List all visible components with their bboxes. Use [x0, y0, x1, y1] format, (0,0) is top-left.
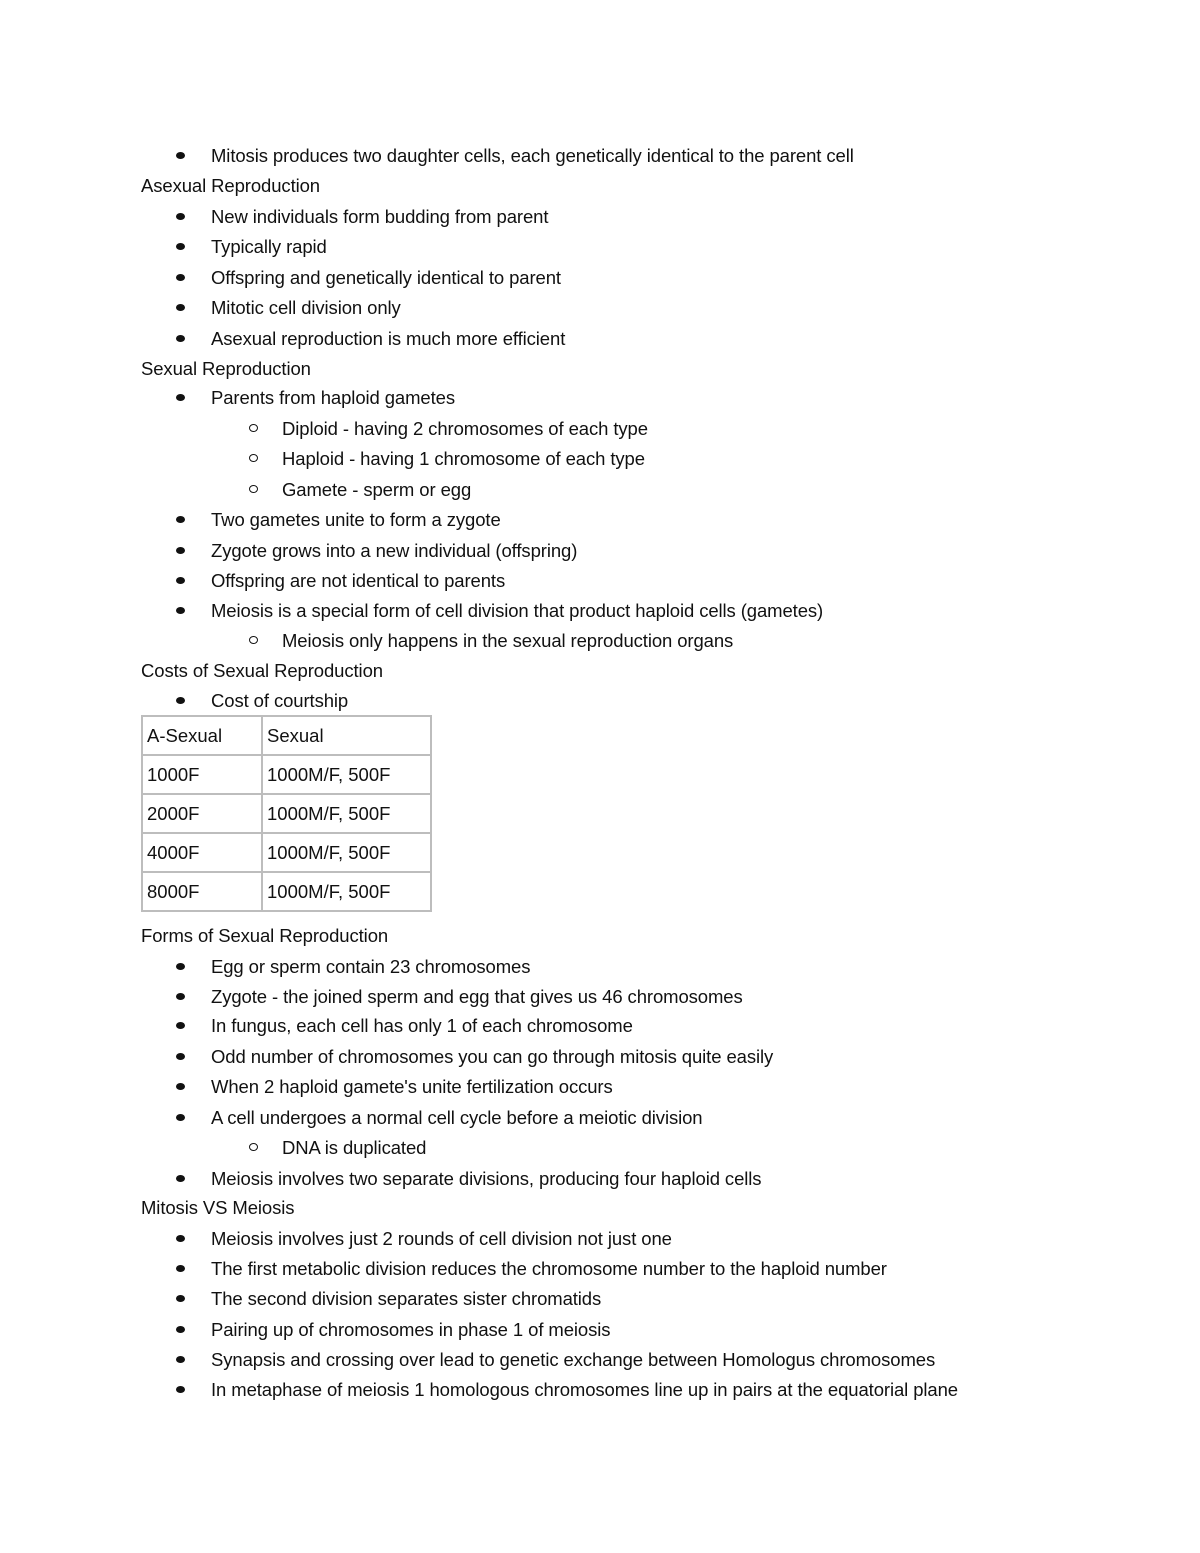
sub-bullet-item: Meiosis only happens in the sexual reproduction organs [282, 630, 734, 651]
table-cell: 4000F [142, 833, 262, 872]
table-cell: 1000M/F, 500F [262, 833, 431, 872]
bullet-item: Parents from haploid gametes [211, 387, 455, 408]
bullet-item: Typically rapid [211, 236, 327, 257]
section-heading: Costs of Sexual Reproduction [141, 660, 383, 681]
bullet-item: Meiosis is a special form of cell division that product haploid cells (gametes) [211, 600, 824, 621]
bullet-item: Mitotic cell division only [211, 297, 401, 318]
section-heading: Forms of Sexual Reproduction [141, 925, 389, 946]
table-cell: 1000F [142, 755, 262, 794]
bullet-item: Cost of courtship [211, 690, 349, 711]
bullet-item: In fungus, each cell has only 1 of each chromosome [211, 1015, 633, 1036]
table-row [142, 755, 431, 794]
cost-table [141, 715, 432, 912]
bullet-item: A cell undergoes a normal cell cycle before a meiotic division [211, 1107, 703, 1128]
sub-bullet-item: Diploid - having 2 chromosomes of each type [282, 418, 648, 439]
table-row [142, 872, 431, 911]
bullet-item: Meiosis involves two separate divisions, producing four haploid cells [211, 1168, 762, 1189]
table-cell: 1000M/F, 500F [262, 794, 431, 833]
bullet-item: Asexual reproduction is much more efficient [211, 328, 566, 349]
sub-bullet-item: DNA is duplicated [282, 1137, 427, 1158]
bullet-item: The first metabolic division reduces the chromosome number to the haploid number [211, 1258, 887, 1279]
section-heading: Mitosis VS Meiosis [141, 1197, 295, 1218]
section-heading: Sexual Reproduction [141, 358, 311, 379]
table-header-row [142, 716, 431, 755]
table-row [142, 833, 431, 872]
bullet-item: When 2 haploid gamete's unite fertilization occurs [211, 1076, 613, 1097]
sub-bullet-item: Haploid - having 1 chromosome of each type [282, 448, 645, 469]
table-cell: 2000F [142, 794, 262, 833]
bullet-item: Zygote - the joined sperm and egg that gives us 46 chromosomes [211, 986, 743, 1007]
bullet-item: Meiosis involves just 2 rounds of cell division not just one [211, 1228, 672, 1249]
table-cell: 1000M/F, 500F [262, 755, 431, 794]
table-cell: 8000F [142, 872, 262, 911]
bullet-item: Offspring and genetically identical to parent [211, 267, 561, 288]
table-header-cell: A-Sexual [142, 716, 262, 755]
bullet-item: In metaphase of meiosis 1 homologous chromosomes line up in pairs at the equatorial plane [211, 1379, 958, 1400]
section-heading: Asexual Reproduction [141, 175, 320, 196]
bullet-item: Egg or sperm contain 23 chromosomes [211, 956, 531, 977]
bullet-item: Synapsis and crossing over lead to genetic exchange between Homologus chromosomes [211, 1349, 936, 1370]
bullet-item: Two gametes unite to form a zygote [211, 509, 501, 530]
table-cell: 1000M/F, 500F [262, 872, 431, 911]
table-row [142, 794, 431, 833]
bullet-item: Odd number of chromosomes you can go through mitosis quite easily [211, 1046, 774, 1067]
bullet-item: Mitosis produces two daughter cells, each genetically identical to the parent cell [211, 145, 854, 166]
bullet-item: New individuals form budding from parent [211, 206, 549, 227]
bullet-item: The second division separates sister chromatids [211, 1288, 602, 1309]
table-header-cell: Sexual [262, 716, 431, 755]
bullet-item: Pairing up of chromosomes in phase 1 of meiosis [211, 1319, 611, 1340]
bullet-item: Zygote grows into a new individual (offspring) [211, 540, 578, 561]
bullet-item: Offspring are not identical to parents [211, 570, 506, 591]
sub-bullet-item: Gamete - sperm or egg [282, 479, 472, 500]
